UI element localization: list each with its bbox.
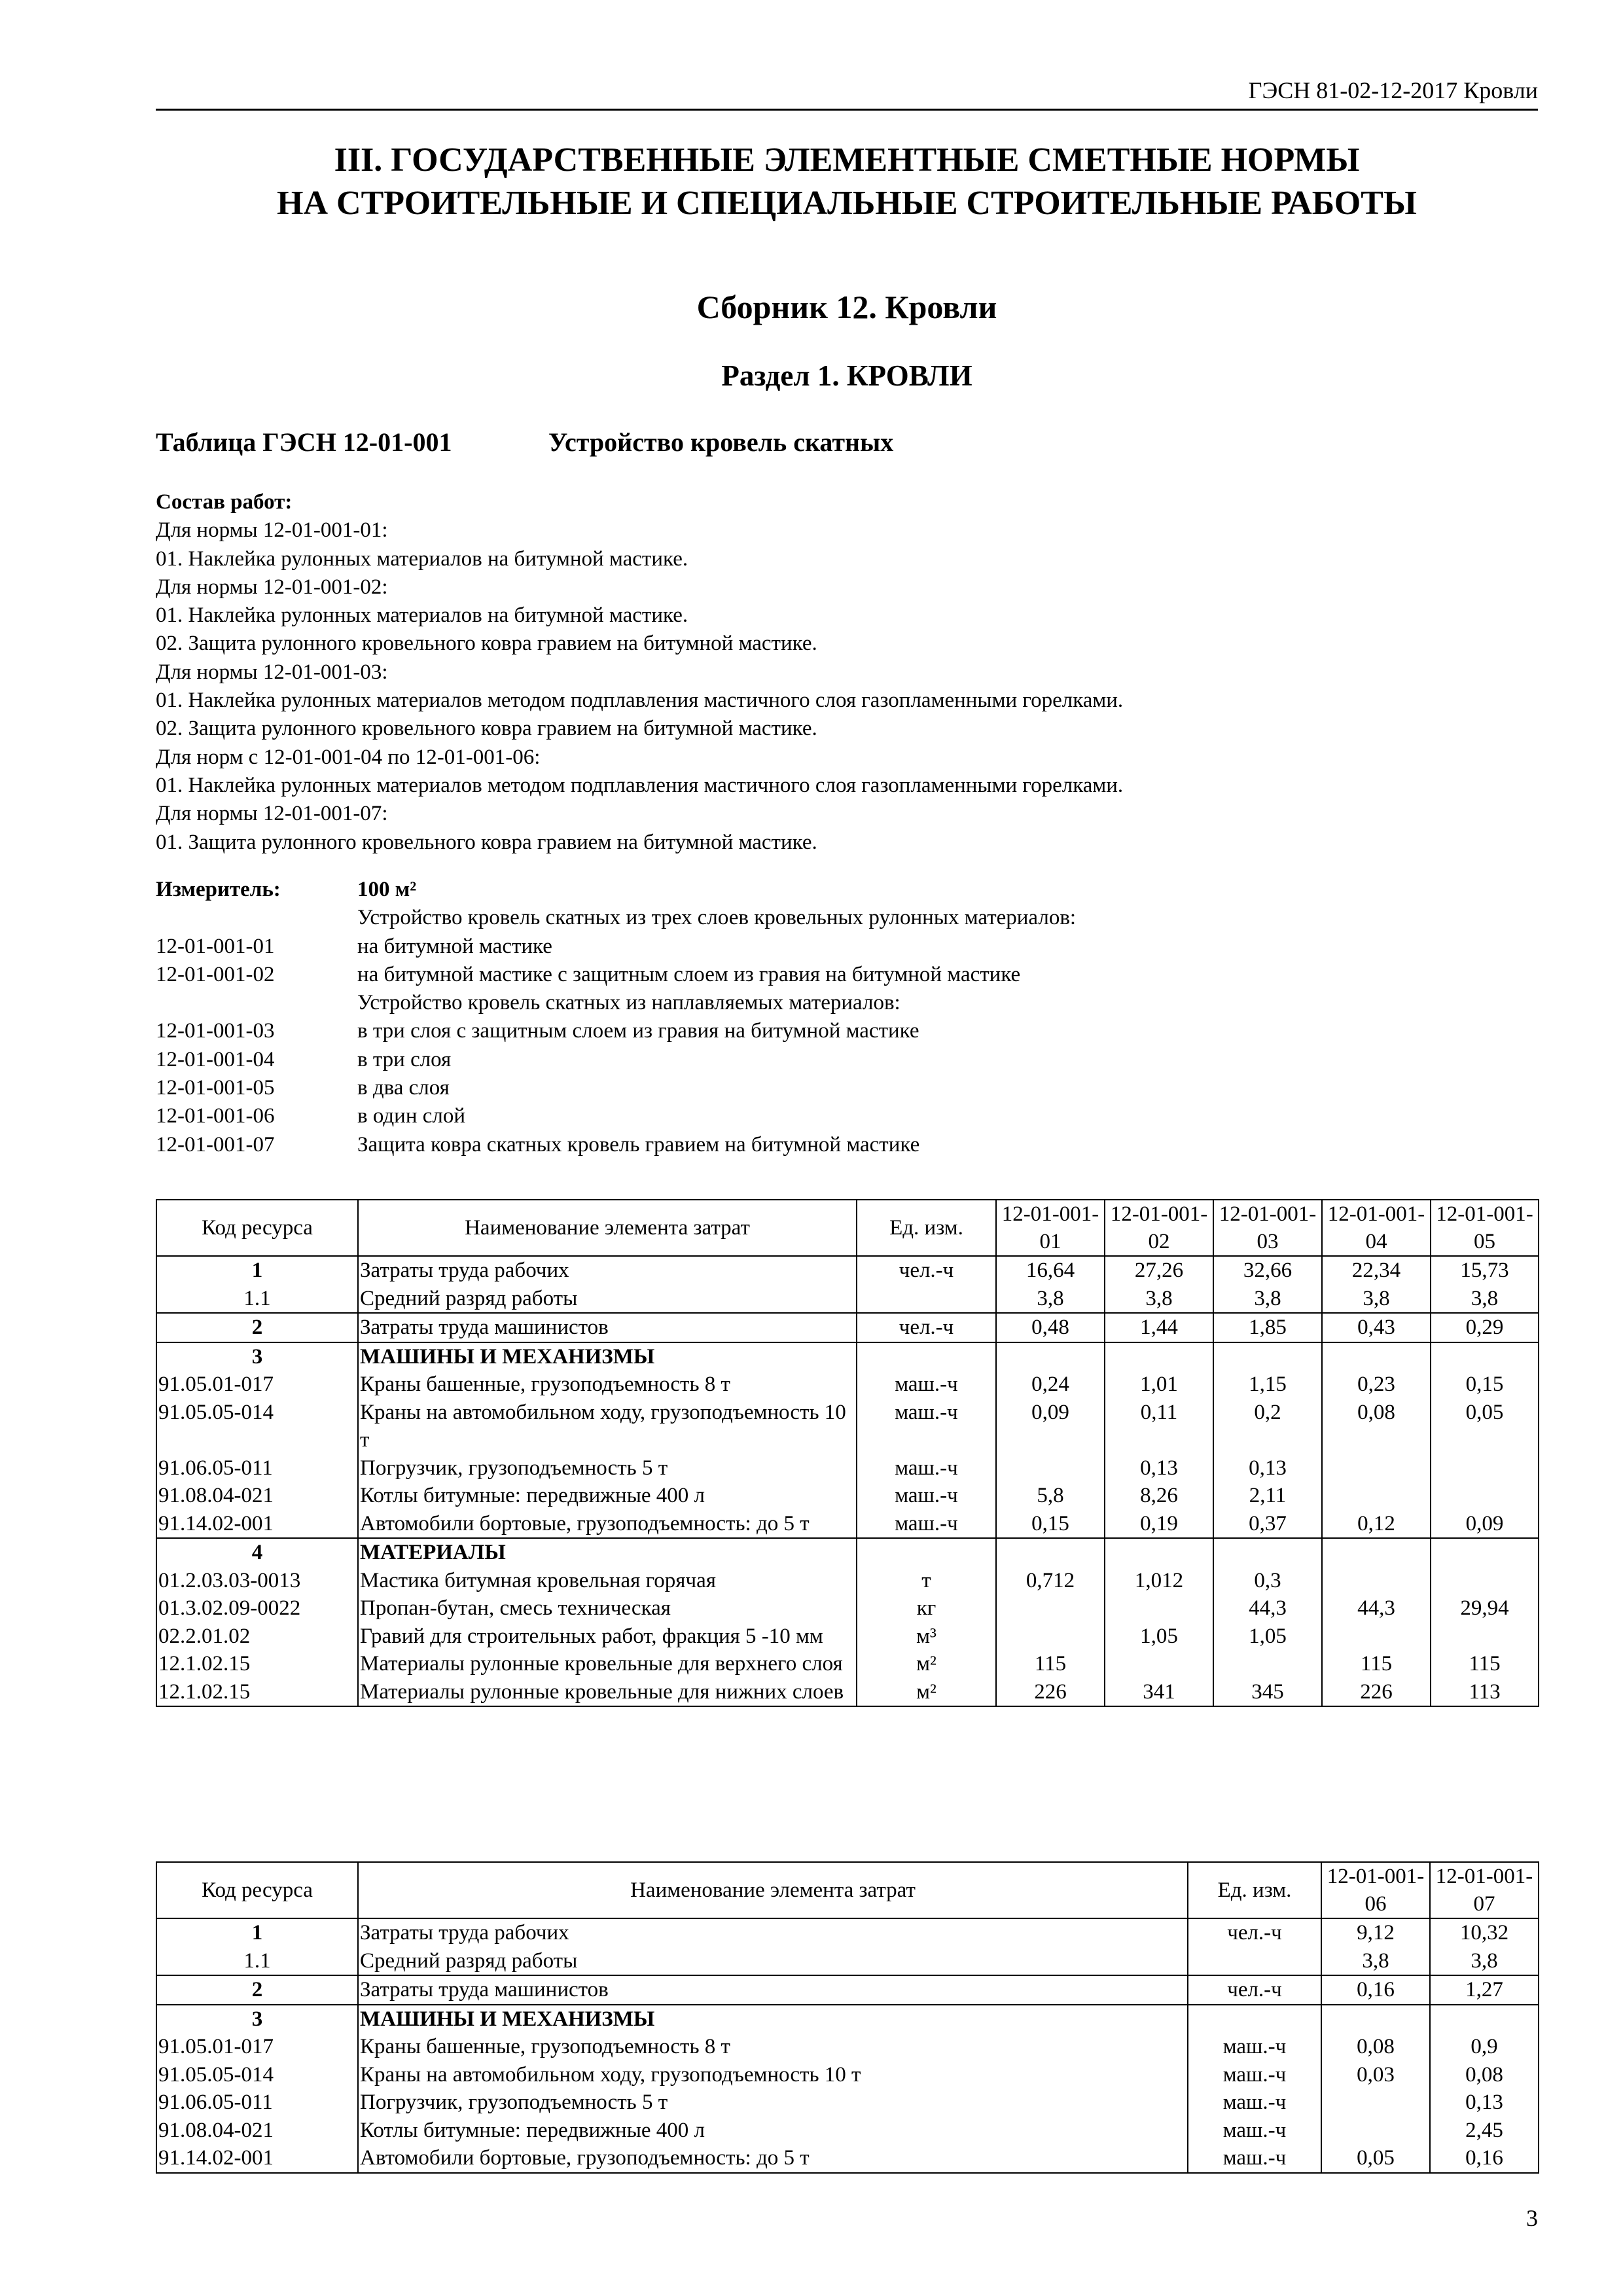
resource-value [1431,1567,1539,1595]
header-unit: Ед. изм. [1188,1862,1321,1918]
resource-value: 0,09 [996,1399,1105,1454]
meter-code: 12-01-001-03 [156,1019,275,1043]
header-code: Код ресурса [156,1862,358,1918]
resource-code: 91.08.04-021 [156,1482,358,1510]
meter-code: 12-01-001-05 [156,1076,275,1100]
resource-value: 0,09 [1431,1510,1539,1539]
resource-unit: чел.-ч [1188,1918,1321,1947]
resource-value: 27,26 [1105,1256,1213,1285]
meter-row [156,933,1538,961]
work-line: 01. Наклейка рулонных материалов методом подплавления мастичного слоя газопламенными горелками. [156,689,1124,713]
meter-row [156,961,1538,989]
resource-code: 12.1.02.15 [156,1678,358,1707]
meter-row [156,1046,1538,1074]
resource-code: 91.06.05-011 [156,1454,358,1482]
resource-value [996,1623,1105,1651]
resource-code: 91.05.05-014 [156,2061,358,2089]
resource-name: МАШИНЫ И МЕХАНИЗМЫ [358,2005,1188,2034]
resource-name: Погрузчик, грузоподъемность 5 т [358,2089,1188,2117]
title-line-2: НА СТРОИТЕЛЬНЫЕ И СПЕЦИАЛЬНЫЕ СТРОИТЕЛЬНЫЕ РАБОТЫ [277,185,1417,222]
resource-code: 12.1.02.15 [156,1650,358,1678]
resource-value: 1,85 [1213,1313,1322,1342]
resource-unit: маш.-ч [857,1399,996,1454]
meter-code: 12-01-001-06 [156,1104,275,1128]
meter-code: 12-01-001-02 [156,962,275,986]
meter-row [156,904,1538,932]
resource-name: Краны на автомобильном ходу, грузоподъемность 10 т [358,1399,857,1454]
work-line: Для нормы 12-01-001-07: [156,802,388,826]
collection-title: Сборник 12. Кровли [696,289,997,325]
resource-value: 1,05 [1213,1623,1322,1651]
table-row [156,2005,1539,2034]
resource-value: 226 [1322,1678,1431,1707]
meter-text: в один слой [357,1104,466,1128]
meter-text: Устройство кровель скатных из трех слоев кровельных рулонных материалов: [357,906,1077,930]
resource-value [1431,1538,1539,1567]
resource-code: 1.1 [156,1285,358,1314]
resource-value: 115 [1431,1650,1539,1678]
resource-value [1430,2005,1539,2034]
resource-value: 2,45 [1430,2117,1539,2145]
meter-code: 12-01-001-01 [156,934,275,958]
resource-value: 0,48 [996,1313,1105,1342]
table-row [156,1342,1539,1371]
page-number: 3 [1526,2205,1538,2231]
resource-name: Краны башенные, грузоподъемность 8 т [358,1371,857,1399]
resource-value [1105,1650,1213,1678]
resource-value [1213,1342,1322,1371]
resource-value: 3,8 [1213,1285,1322,1314]
resource-value: 0,08 [1321,2033,1430,2061]
resource-value: 3,8 [1321,1947,1430,1976]
resource-value: 345 [1213,1678,1322,1707]
resource-value: 226 [996,1678,1105,1707]
work-line: 02. Защита рулонного кровельного ковра гравием на битумной мастике. [156,632,817,656]
resource-value: 1,15 [1213,1371,1322,1399]
resource-value: 3,8 [1105,1285,1213,1314]
resource-value [996,1454,1105,1482]
resource-value: 1,012 [1105,1567,1213,1595]
resource-value [1322,1538,1431,1567]
resource-value: 44,3 [1213,1594,1322,1623]
table-row [156,2144,1539,2173]
resource-name: Материалы рулонные кровельные для верхнего слоя [358,1650,857,1678]
table-row [156,1510,1539,1539]
resource-unit: м³ [857,1623,996,1651]
meter-text: на битумной мастике [357,934,552,958]
resource-value: 0,15 [996,1510,1105,1539]
header-norm-code: 12-01-001-04 [1322,1200,1431,1256]
resource-value: 1,01 [1105,1371,1213,1399]
table-row [156,1285,1539,1314]
resource-unit [857,1342,996,1371]
document-title [156,139,1538,225]
resource-value: 29,94 [1431,1594,1539,1623]
resource-name: Котлы битумные: передвижные 400 л [358,1482,857,1510]
resource-value: 0,13 [1213,1454,1322,1482]
resource-code: 2 [156,1975,358,2005]
work-line: 01. Наклейка рулонных материалов на битумной мастике. [156,603,688,628]
resource-value: 0,05 [1321,2144,1430,2173]
resource-value [1322,1623,1431,1651]
resource-value [1321,2117,1430,2145]
resource-code: 3 [156,2005,358,2034]
resource-name: МАТЕРИАЛЫ [358,1538,857,1567]
resource-unit [1188,1947,1321,1976]
resources-table-2 [156,1861,1539,2174]
table-row [156,1918,1539,1947]
table-header-row [156,1862,1539,1918]
table-row [156,1678,1539,1707]
resource-code: 02.2.01.02 [156,1623,358,1651]
resource-code: 91.05.01-017 [156,2033,358,2061]
title-line-1: III. ГОСУДАРСТВЕННЫЕ ЭЛЕМЕНТНЫЕ СМЕТНЫЕ НОРМЫ [334,141,1360,179]
resource-value [1322,1482,1431,1510]
resource-value: 0,12 [1322,1510,1431,1539]
resource-value: 0,15 [1431,1371,1539,1399]
work-line: Для нормы 12-01-001-01: [156,518,388,543]
meter-row [156,989,1538,1017]
resource-value: 115 [1322,1650,1431,1678]
resource-name: Котлы битумные: передвижные 400 л [358,2117,1188,2145]
resource-value [1322,1567,1431,1595]
resource-name: Средний разряд работы [358,1285,857,1314]
table-row [156,1567,1539,1595]
resource-value: 341 [1105,1678,1213,1707]
resource-name: Погрузчик, грузоподъемность 5 т [358,1454,857,1482]
resource-value: 32,66 [1213,1256,1322,1285]
table-row [156,2089,1539,2117]
resource-value [1322,1342,1431,1371]
resource-value [996,1538,1105,1567]
resource-name: Автомобили бортовые, грузоподъемность: до 5 т [358,2144,1188,2173]
table-row [156,1623,1539,1651]
header-norm-code: 12-01-001-01 [996,1200,1105,1256]
section-title: Раздел 1. КРОВЛИ [721,359,972,392]
resource-value: 0,11 [1105,1399,1213,1454]
work-composition [156,488,1538,857]
resource-value [1213,1538,1322,1567]
resource-value [1321,2005,1430,2034]
table-row [156,1371,1539,1399]
meter-text: Устройство кровель скатных из наплавляемых материалов: [357,991,901,1015]
resource-code: 1.1 [156,1947,358,1976]
resource-unit: маш.-ч [1188,2117,1321,2145]
resource-value: 0,2 [1213,1399,1322,1454]
table-row [156,1482,1539,1510]
resource-name: Краны башенные, грузоподъемность 8 т [358,2033,1188,2061]
resource-value: 1,05 [1105,1623,1213,1651]
resource-value: 5,8 [996,1482,1105,1510]
table-row [156,1947,1539,1976]
table-header-row [156,1200,1539,1256]
table-name: Устройство кровель скатных [548,427,894,457]
meter-label: Измеритель: [156,878,281,901]
resource-value [1431,1454,1539,1482]
resource-value [1321,2089,1430,2117]
resource-value: 22,34 [1322,1256,1431,1285]
resource-value: 0,08 [1430,2061,1539,2089]
resource-value: 0,24 [996,1371,1105,1399]
resource-code: 91.14.02-001 [156,1510,358,1539]
meter-row [156,1017,1538,1045]
resource-unit: маш.-ч [857,1510,996,1539]
resource-code: 91.05.01-017 [156,1371,358,1399]
meter-text: в три слоя с защитным слоем из гравия на битумной мастике [357,1019,919,1043]
resource-value [1105,1538,1213,1567]
meter-text: Защита ковра скатных кровель гравием на битумной мастике [357,1132,920,1157]
meter-text: в два слоя [357,1076,450,1100]
resource-value: 0,3 [1213,1567,1322,1595]
resource-name: Средний разряд работы [358,1947,1188,1976]
header-code: Код ресурса [156,1200,358,1256]
resource-code: 01.2.03.03-0013 [156,1567,358,1595]
resource-unit [857,1538,996,1567]
resource-name: Краны на автомобильном ходу, грузоподъемность 10 т [358,2061,1188,2089]
resource-value [1322,1454,1431,1482]
resource-unit: т [857,1567,996,1595]
table-row [156,1975,1539,2005]
meter-row [156,1102,1538,1130]
resource-code: 91.08.04-021 [156,2117,358,2145]
work-line: Для нормы 12-01-001-03: [156,660,388,684]
table-code: Таблица ГЭСН 12-01-001 [156,427,452,457]
table-row [156,1538,1539,1567]
meter-text: на битумной мастике с защитным слоем из гравия на битумной мастике [357,962,1021,986]
table-reference [156,427,894,457]
resource-code: 2 [156,1313,358,1342]
work-line: 01. Наклейка рулонных материалов методом подплавления мастичного слоя газопламенными горелками. [156,773,1124,797]
resource-code: 91.05.05-014 [156,1399,358,1454]
meter-block [156,876,1538,1159]
resource-value: 10,32 [1430,1918,1539,1947]
resource-name: МАШИНЫ И МЕХАНИЗМЫ [358,1342,857,1371]
resource-name: Затраты труда машинистов [358,1975,1188,2005]
resource-name: Затраты труда машинистов [358,1313,857,1342]
resource-name: Мастика битумная кровельная горячая [358,1567,857,1595]
resource-unit: чел.-ч [857,1256,996,1285]
meter-code: 12-01-001-07 [156,1132,275,1157]
resource-unit: маш.-ч [1188,2061,1321,2089]
header-name: Наименование элемента затрат [358,1862,1188,1918]
resource-unit: м² [857,1650,996,1678]
resource-value [1431,1342,1539,1371]
resource-value [1431,1482,1539,1510]
meter-row [156,1131,1538,1159]
resource-value: 0,08 [1322,1399,1431,1454]
table-row [156,1399,1539,1454]
resource-value [1105,1594,1213,1623]
resource-value: 0,37 [1213,1510,1322,1539]
resource-value: 0,23 [1322,1371,1431,1399]
resource-value: 115 [996,1650,1105,1678]
table-row [156,1256,1539,1285]
resource-code: 1 [156,1256,358,1285]
resource-value: 0,03 [1321,2061,1430,2089]
resource-value: 0,05 [1431,1399,1539,1454]
table-row [156,1454,1539,1482]
work-line: Для норм с 12-01-001-04 по 12-01-001-06: [156,745,541,769]
resource-code: 3 [156,1342,358,1371]
header-name: Наименование элемента затрат [358,1200,857,1256]
work-line: Для нормы 12-01-001-02: [156,575,388,599]
resource-value: 0,43 [1322,1313,1431,1342]
resource-value [996,1342,1105,1371]
resource-code: 1 [156,1918,358,1947]
resource-unit: маш.-ч [1188,2033,1321,2061]
resource-value [1213,1650,1322,1678]
work-line: 01. Защита рулонного кровельного ковра гравием на битумной мастике. [156,830,817,854]
resource-unit: маш.-ч [1188,2144,1321,2173]
table-row [156,2117,1539,2145]
resource-value: 2,11 [1213,1482,1322,1510]
resource-unit: кг [857,1594,996,1623]
resource-unit [857,1285,996,1314]
resource-value: 113 [1431,1678,1539,1707]
resource-name: Пропан-бутан, смесь техническая [358,1594,857,1623]
resource-code: 01.3.02.09-0022 [156,1594,358,1623]
resource-unit: чел.-ч [857,1313,996,1342]
resource-value [1431,1623,1539,1651]
resource-name: Материалы рулонные кровельные для нижних слоев [358,1678,857,1707]
resource-value: 0,712 [996,1567,1105,1595]
running-header: ГЭСН 81-02-12-2017 Кровли [156,77,1538,111]
header-norm-code: 12-01-001-06 [1321,1862,1430,1918]
resource-unit: маш.-ч [857,1454,996,1482]
resource-value: 0,29 [1431,1313,1539,1342]
resource-value: 3,8 [1322,1285,1431,1314]
resource-unit: маш.-ч [857,1371,996,1399]
header-norm-code: 12-01-001-03 [1213,1200,1322,1256]
resource-value: 0,19 [1105,1510,1213,1539]
resource-value [996,1594,1105,1623]
resource-value: 9,12 [1321,1918,1430,1947]
table-row [156,2033,1539,2061]
resource-value: 44,3 [1322,1594,1431,1623]
resource-value: 8,26 [1105,1482,1213,1510]
work-line: 02. Защита рулонного кровельного ковра гравием на битумной мастике. [156,717,817,741]
header-norm-code: 12-01-001-02 [1105,1200,1213,1256]
table-row [156,2061,1539,2089]
header-unit: Ед. изм. [857,1200,996,1256]
table-row [156,1650,1539,1678]
resource-code: 91.14.02-001 [156,2144,358,2173]
resource-value: 3,8 [996,1285,1105,1314]
resource-value: 0,16 [1430,2144,1539,2173]
resource-value: 0,9 [1430,2033,1539,2061]
resource-unit: маш.-ч [1188,2089,1321,2117]
meter-unit: 100 м² [357,878,417,901]
header-norm-code: 12-01-001-07 [1430,1862,1539,1918]
meter-code: 12-01-001-04 [156,1047,275,1071]
resources-table-1 [156,1199,1539,1707]
resource-name: Затраты труда рабочих [358,1256,857,1285]
resource-value: 0,13 [1105,1454,1213,1482]
table-row [156,1594,1539,1623]
resource-value: 1,27 [1430,1975,1539,2005]
work-composition-label: Состав работ: [156,490,293,514]
resource-unit [1188,2005,1321,2034]
resource-code: 4 [156,1538,358,1567]
resource-value: 0,13 [1430,2089,1539,2117]
resource-value: 1,44 [1105,1313,1213,1342]
resource-value [1105,1342,1213,1371]
resource-name: Гравий для строительных работ, фракция 5 -10 мм [358,1623,857,1651]
meter-row [156,1074,1538,1102]
resource-value: 15,73 [1431,1256,1539,1285]
resource-unit: маш.-ч [857,1482,996,1510]
resource-name: Автомобили бортовые, грузоподъемность: до 5 т [358,1510,857,1539]
resource-unit: чел.-ч [1188,1975,1321,2005]
meter-text: в три слоя [357,1047,452,1071]
resource-unit: м² [857,1678,996,1707]
resource-value: 16,64 [996,1256,1105,1285]
header-norm-code: 12-01-001-05 [1431,1200,1539,1256]
resource-value: 3,8 [1431,1285,1539,1314]
resource-value: 3,8 [1430,1947,1539,1976]
resource-code: 91.06.05-011 [156,2089,358,2117]
resource-value: 0,16 [1321,1975,1430,2005]
table-row [156,1313,1539,1342]
work-line: 01. Наклейка рулонных материалов на битумной мастике. [156,547,688,571]
resource-name: Затраты труда рабочих [358,1918,1188,1947]
